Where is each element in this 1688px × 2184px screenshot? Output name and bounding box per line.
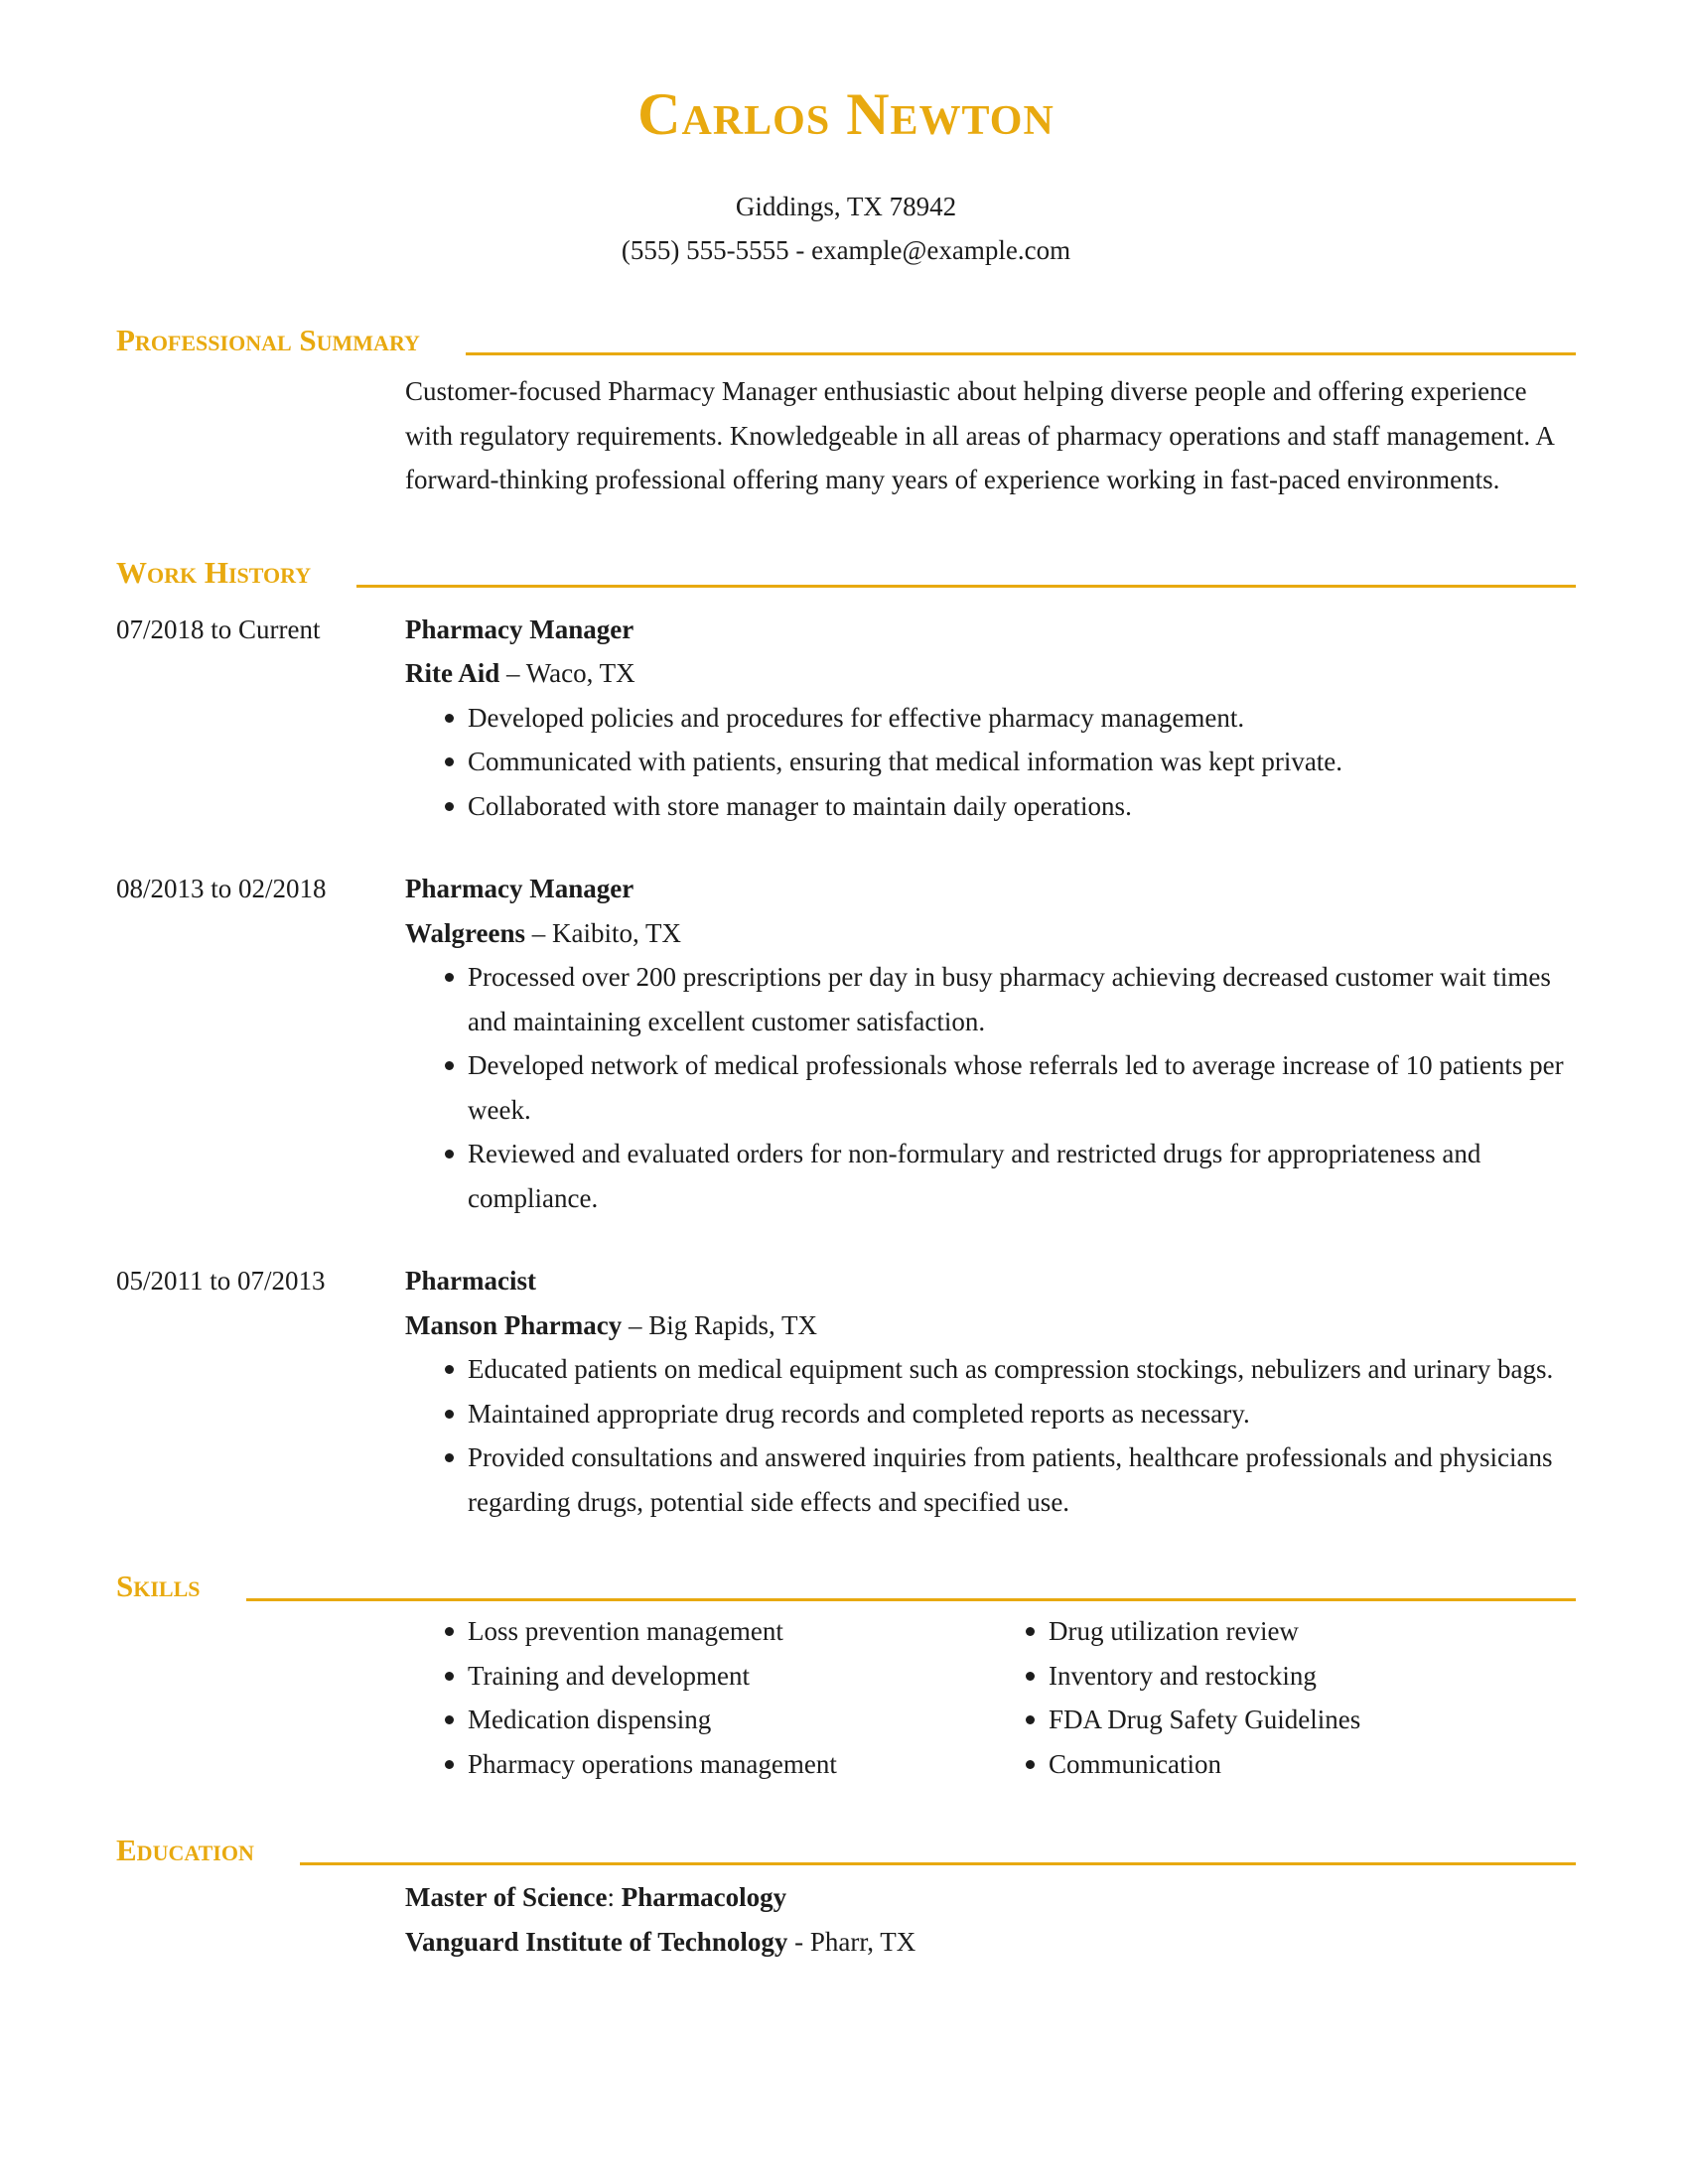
degree: Master of Science (405, 1882, 608, 1912)
list-item: Processed over 200 prescriptions per day in busy pharmacy achieving decreased customer wait times and maintaining excellent customer satisfaction. (405, 955, 1576, 1043)
section-title: Work History (116, 554, 312, 590)
company-location: – Kaibito, TX (525, 917, 681, 948)
skill-item: Pharmacy operations management (405, 1742, 986, 1787)
skills-column-right (986, 1609, 1567, 1786)
job-entry (116, 1259, 1576, 1524)
section-title: Skills (116, 1569, 201, 1603)
section-title: Professional Summary (116, 323, 420, 357)
job-dates: 07/2018 to Current (116, 614, 321, 644)
company-name: Manson Pharmacy (405, 1309, 623, 1340)
degree-line (405, 1875, 1576, 1920)
skills-heading (116, 1564, 1576, 1603)
section-divider (356, 585, 1576, 588)
field-of-study: Pharmacology (621, 1882, 787, 1912)
section-divider (466, 352, 1576, 355)
job-employer (405, 1303, 1576, 1348)
work-history-section (116, 550, 1576, 1525)
skill-item: Communication (986, 1742, 1567, 1787)
skill-item: Drug utilization review (986, 1609, 1567, 1654)
job-employer (405, 911, 1576, 956)
company-name: Rite Aid (405, 658, 500, 688)
job-title: Pharmacy Manager (405, 874, 634, 903)
list-item: Developed network of medical professionals whose referrals led to average increase of 10 patients per week. (405, 1043, 1576, 1132)
section-divider (300, 1862, 1576, 1865)
summary-heading (116, 318, 1576, 357)
list-item: Collaborated with store manager to maintain daily operations. (405, 784, 1576, 829)
skill-item: FDA Drug Safety Guidelines (986, 1698, 1567, 1742)
job-dates: 05/2011 to 07/2013 (116, 1266, 326, 1296)
school-line (405, 1920, 1576, 1965)
skill-item: Medication dispensing (405, 1698, 986, 1742)
section-divider (246, 1598, 1577, 1601)
job-entry (116, 867, 1576, 1220)
summary-text: Customer-focused Pharmacy Manager enthusiastic about helping diverse people and offering experience with regulatory requirements. Knowledgeable in all areas of pharmacy operations and staff management. A forward-thinking professional offering many years of experience working in fast-paced environments. (405, 376, 1554, 494)
job-employer (405, 651, 1576, 696)
company-location: – Big Rapids, TX (622, 1309, 818, 1340)
education-entry (405, 1875, 1576, 1964)
job-bullets (405, 696, 1576, 829)
school-name: Vanguard Institute of Technology (405, 1926, 788, 1957)
education-heading (116, 1828, 1576, 1867)
list-item: Developed policies and procedures for effective pharmacy management. (405, 696, 1576, 741)
education-section (116, 1828, 1576, 1964)
contact-line: (555) 555-5555 - example@example.com (621, 235, 1071, 265)
candidate-name: Carlos Newton (637, 81, 1055, 147)
resume-page (116, 0, 1576, 1964)
skill-item: Inventory and restocking (986, 1654, 1567, 1699)
school-location: - Pharr, TX (787, 1926, 916, 1957)
job-dates: 08/2013 to 02/2018 (116, 874, 327, 903)
company-name: Walgreens (405, 917, 525, 948)
summary-section (116, 318, 1576, 502)
job-bullets (405, 1347, 1576, 1524)
list-item: Communicated with patients, ensuring that medical information was kept private. (405, 740, 1576, 784)
list-item: Provided consultations and answered inquiries from patients, healthcare professionals and physicians regarding drugs, potential side effects and specified use. (405, 1435, 1576, 1524)
skill-item: Training and development (405, 1654, 986, 1699)
skills-list (405, 1609, 1576, 1786)
address: Giddings, TX 78942 (735, 192, 957, 221)
list-item: Reviewed and evaluated orders for non-formulary and restricted drugs for appropriateness and compliance. (405, 1132, 1576, 1220)
job-title: Pharmacist (405, 1266, 536, 1296)
job-title: Pharmacy Manager (405, 614, 634, 644)
skills-column-left (405, 1609, 986, 1786)
skills-section (116, 1564, 1576, 1786)
company-location: – Waco, TX (499, 658, 635, 688)
job-bullets (405, 955, 1576, 1220)
degree-separator: : (607, 1882, 622, 1912)
work-history-heading (116, 550, 1576, 590)
list-item: Maintained appropriate drug records and completed reports as necessary. (405, 1392, 1576, 1436)
skill-item: Loss prevention management (405, 1609, 986, 1654)
list-item: Educated patients on medical equipment such as compression stockings, nebulizers and urinary bags. (405, 1347, 1576, 1392)
section-title: Education (116, 1833, 254, 1867)
job-entry (116, 608, 1576, 829)
